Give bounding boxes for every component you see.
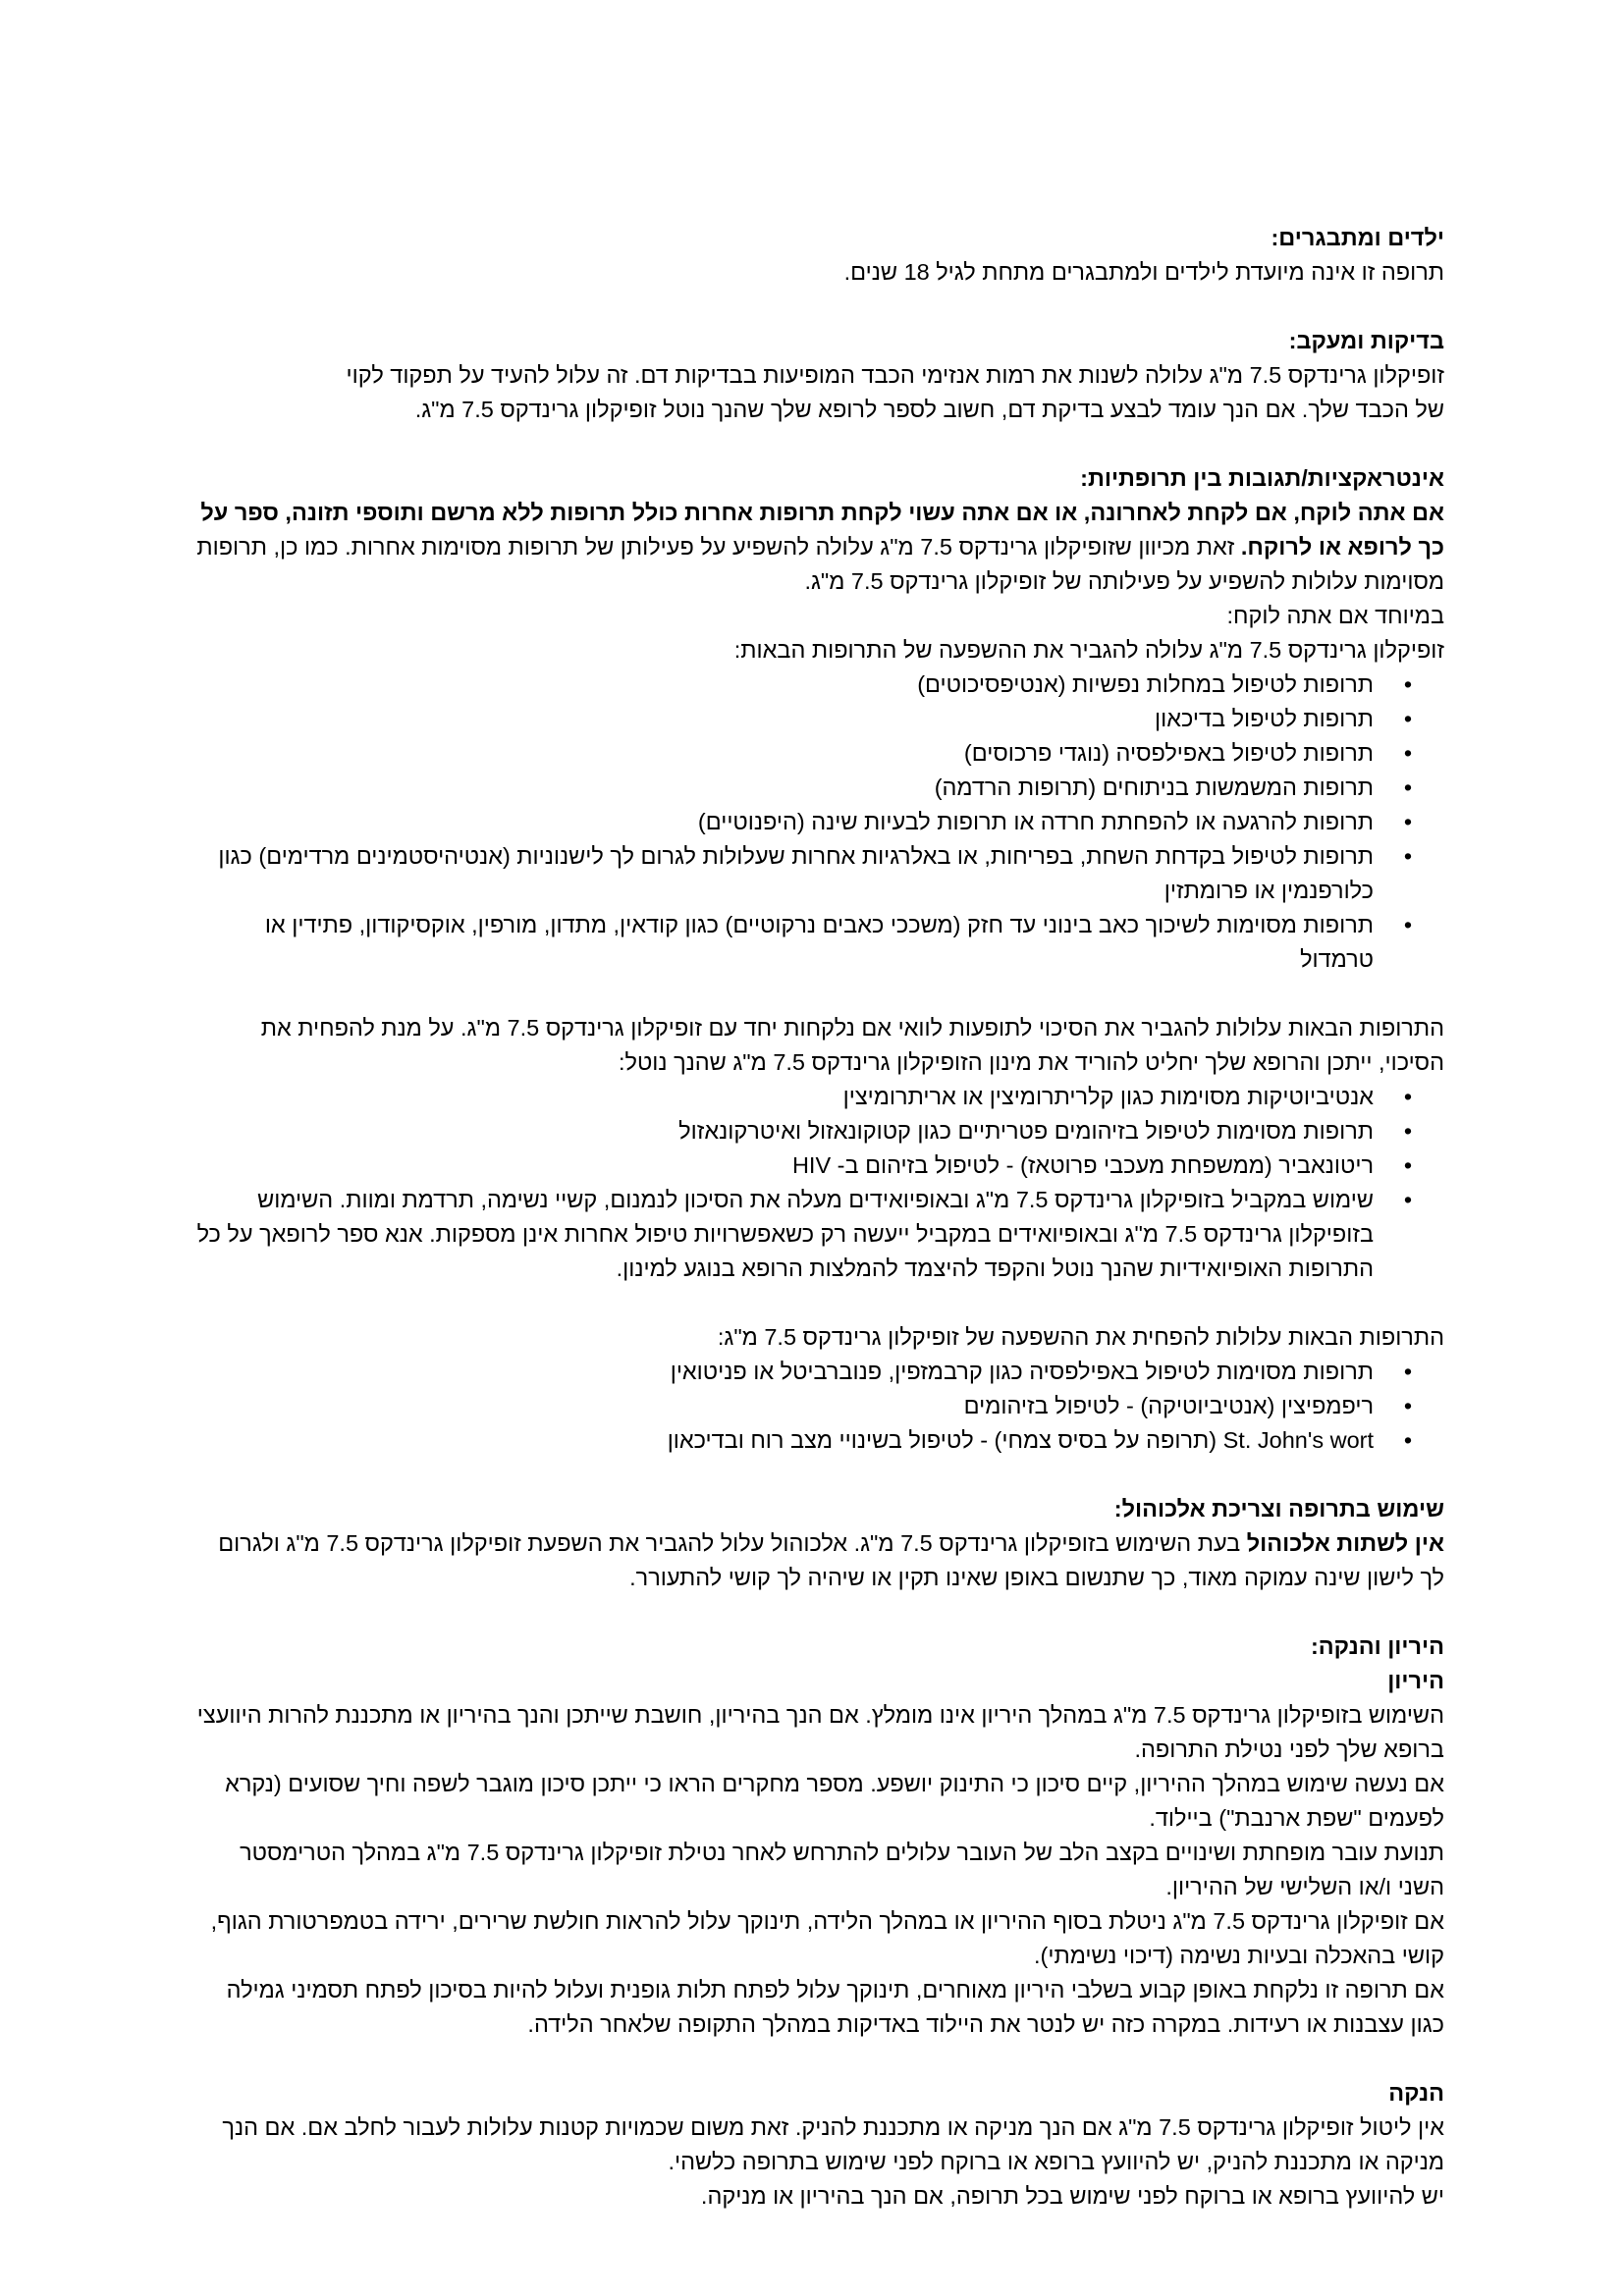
section-alcohol [194, 1492, 1444, 1595]
list-item-text: תרופות לטיפול באפילפסיה (נוגדי פרכוסים) [963, 740, 1374, 766]
section-heading-interactions: אינטראקציות/תגובות בין תרופתיות: [1080, 465, 1444, 491]
paragraph-pregnancy-5: אם תרופה זו נלקחת באופן קבוע בשלבי היריון מאוחרים, תינוקך עלול לפתח תלות גופנית ועלול להיות בסיכון לפתח תסמיני גמילה כגון עצבנות או רעידות. במקרה כזה יש לנטר את היילוד באדיקות במהלך התקופה שלאחר הלידה. [226, 1977, 1444, 2037]
document-page [194, 221, 1444, 2248]
section-heading-tests: בדיקות ומעקב: [1288, 328, 1444, 353]
bullet-icon: • [1403, 740, 1413, 766]
list-item-text: תרופות לטיפול בדיכאון [1155, 706, 1374, 731]
paragraph-interactions-intro [194, 496, 1444, 599]
sub-heading-pregnancy: היריון [1387, 1668, 1444, 1693]
list-item [194, 1423, 1444, 1458]
interactions-intro-rest: זאת מכיוון שזופיקלון גרינדקס 7.5 מ"ג עלולה להשפיע על פעילותן של תרופות מסוימות אחרות. כמו כן, תרופות מסוימות עלולות להשפיע על פעילותה של זופיקלון גרינדקס 7.5 מ"ג. [196, 534, 1444, 594]
paragraph-tests-line-2: של הכבד שלך. אם הנך עומד לבצע בדיקת דם, חשוב לספר לרופא שלך שהנך נוטל זופיקלון גרינדקס 7.5 מ"ג. [414, 397, 1444, 422]
paragraph-increase-intro: זופיקלון גרינדקס 7.5 מ"ג עלולה להגביר את ההשפעה של התרופות הבאות: [733, 637, 1444, 663]
list-increase-effect [194, 667, 1444, 977]
list-item [194, 1114, 1444, 1148]
list-item-text: תרופות לטיפול בקדחת השחת, בפריחות, או באלרגיות אחרות שעלולות לגרום לך לישנוניות (אנטיהיסטמינים מרדימים) כגון כלורפנמין או פרומתזין [218, 843, 1374, 903]
bullet-icon: • [1403, 1427, 1413, 1453]
list-item-text: שימוש במקביל בזופיקלון גרינדקס 7.5 מ"ג ובאופיואידים מעלה את הסיכון לנמנום, קשיי נשימה, תרדמת ומוות. השימוש בזופיקלון גרינדקס 7.5 מ"ג ובאופיואידים במקביל ייעשה רק כשאפשרויות טיפול אחרות אינן מספקות. אנא ספר לרופאך על כל התרופות האופיואידיות שהנך נוטל והקפד להיצמד להמלצות הרופא בנוגע למינון. [196, 1187, 1374, 1281]
section-heading-children: ילדים ומתבגרים: [1271, 225, 1444, 250]
list-decrease-effect [194, 1355, 1444, 1458]
paragraph-pregnancy-1: השימוש בזופיקלון גרינדקס 7.5 מ"ג במהלך היריון אינו מומלץ. אם הנך בהיריון, חושבת שייתכן והנך בהיריון או מתכננת להרות היוועצי ברופא שלך לפני נטילת התרופה. [196, 1702, 1444, 1762]
list-item [194, 1389, 1444, 1423]
interactions-bold-intro: אם אתה לוקח, אם לקחת לאחרונה, או אם אתה עשוי לקחת תרופות אחרות כולל תרופות ללא מרשם ותוספי תזונה, ספר על כך לרופא או לרוקח. [200, 500, 1444, 560]
paragraph-tests-line-1: זופיקלון גרינדקס 7.5 מ"ג עלולה לשנות את רמות אנזימי הכבד המופיעות בבדיקות דם. זה עלול להעיד על תפקוד לקוי [346, 362, 1444, 388]
alcohol-bold: אין לשתות אלכוהול [1246, 1530, 1444, 1556]
bullet-icon: • [1403, 1152, 1413, 1178]
list-item [194, 908, 1444, 977]
section-pregnancy [194, 1629, 1444, 2042]
bullet-icon: • [1403, 706, 1413, 731]
list-item-text: אנטיביוטיקות מסוימות כגון קלריתרומיצין או אריתרומיצין [842, 1084, 1374, 1109]
paragraph-pregnancy-3: תנועת עובר מופחתת ושינויים בקצב הלב של העובר עלולים להתרחש לאחר נטילת זופיקלון גרינדקס 7.5 מ"ג במהלך הטרימסטר השני ו/או השלישי של ההיריון. [240, 1840, 1444, 1899]
paragraph-pregnancy-2: אם נעשה שימוש במהלך ההיריון, קיים סיכון כי התינוק יושפע. מספר מחקרים הראו כי ייתכן סיכון מוגבר לשפה וחיך שסועים (נקרא לפעמים "שפת ארנבת") ביילוד. [225, 1771, 1444, 1831]
list-item-text: תרופות להרגעה או להפחתת חרדה או תרופות לבעיות שינה (היפנוטיים) [697, 809, 1374, 834]
list-item [194, 702, 1444, 736]
list-item-text: תרופות המשמשות בניתוחים (תרופות הרדמה) [934, 774, 1374, 800]
sub-heading-nursing: הנקה [1388, 2080, 1444, 2106]
list-item-text: תרופות מסוימות לשיכוך כאב בינוני עד חזק (משככי כאבים נרקוטיים) כגון קודאין, מתדון, מורפין, אוקסיקודון, פתידין או טרמדול [264, 912, 1374, 972]
section-tests [194, 324, 1444, 427]
paragraph-pregnancy-4: אם זופיקלון גרינדקס 7.5 מ"ג ניטלת בסוף ההיריון או במהלך הלידה, תינוקך עלול להראות חולשת שרירים, ירידה בטמפרטורת הגוף, קושי בהאכלה ובעיות נשימה (דיכוי נשימתי). [210, 1908, 1444, 1968]
list-item-text: ריפמפיצין (אנטיביוטיקה) - לטיפול בזיהומים [963, 1393, 1374, 1418]
list-item-text: תרופות מסוימות לטיפול בזיהומים פטריתיים כגון קטוקונאזול ואיטרקונאזול [678, 1118, 1374, 1144]
section-heading-pregnancy: היריון והנקה: [1310, 1633, 1444, 1659]
section-nursing [194, 2076, 1444, 2214]
list-item [194, 736, 1444, 771]
section-children [194, 221, 1444, 290]
list-item-text: St. John's wort (תרופה על בסיס צמחי) - לטיפול בשינויי מצב רוח ובדיכאון [667, 1427, 1374, 1453]
bullet-icon: • [1403, 912, 1413, 937]
list-item [194, 839, 1444, 908]
paragraph-decrease-intro: התרופות הבאות עלולות להפחית את ההשפעה של זופיקלון גרינדקס 7.5 מ"ג: [717, 1324, 1444, 1350]
bullet-icon: • [1403, 671, 1413, 697]
list-item [194, 805, 1444, 839]
bullet-icon: • [1403, 809, 1413, 834]
list-item-text: ריטונאביר (ממשפחת מעכבי פרוטאז) - לטיפול בזיהום ב- HIV [791, 1152, 1374, 1178]
list-side-effects [194, 1080, 1444, 1286]
paragraph-side-effects-intro: התרופות הבאות עלולות להגביר את הסיכוי לתופעות לוואי אם נלקחות יחד עם זופיקלון גרינדקס 7.5 מ"ג. על מנת להפחית את הסיכוי, ייתכן והרופא שלך יחליט להוריד את מינון הזופיקלון גרינדקס 7.5 מ"ג שהנך נוטל: [260, 1015, 1444, 1075]
paragraph-especially: במיוחד אם אתה לוקח: [1226, 603, 1444, 628]
bullet-icon: • [1403, 1084, 1413, 1109]
bullet-icon: • [1403, 1187, 1413, 1212]
list-item [194, 1355, 1444, 1389]
paragraph-nursing-1: אין ליטול זופיקלון גרינדקס 7.5 מ"ג אם הנך מניקה או מתכננת להניק. זאת משום שכמויות קטנות עלולות לעבור לחלב אם. אם הנך מניקה או מתכננת להניק, יש להיוועץ ברופא או ברוקח לפני שימוש בתרופה כלשהי. [222, 2114, 1444, 2174]
list-item [194, 1148, 1444, 1183]
list-item-text: תרופות מסוימות לטיפול באפילפסיה כגון קרבמזפין, פנוברביטל או פניטואין [670, 1359, 1374, 1384]
list-item [194, 1080, 1444, 1114]
alcohol-rest: בעת השימוש בזופיקלון גרינדקס 7.5 מ"ג. אלכוהול עלול להגביר את השפעת זופיקלון גרינדקס 7.5 מ"ג ולגרום לך לישון שינה עמוקה מאוד, כך שתנשום באופן שאינו תקין או שיהיה לך קושי להתעורר. [218, 1530, 1444, 1590]
paragraph-nursing-2: יש להיוועץ ברופא או ברוקח לפני שימוש בכל תרופה, אם הנך בהיריון או מניקה. [700, 2183, 1444, 2209]
list-item-text: תרופות לטיפול במחלות נפשיות (אנטיפסיכוטים) [917, 671, 1374, 697]
bullet-icon: • [1403, 774, 1413, 800]
list-item [194, 667, 1444, 702]
bullet-icon: • [1403, 1393, 1413, 1418]
section-interactions [194, 461, 1444, 1458]
bullet-icon: • [1403, 1359, 1413, 1384]
paragraph-alcohol [194, 1526, 1444, 1595]
list-item [194, 1183, 1444, 1286]
section-heading-alcohol: שימוש בתרופה וצריכת אלכוהול: [1113, 1496, 1444, 1522]
bullet-icon: • [1403, 1118, 1413, 1144]
list-item [194, 771, 1444, 805]
bullet-icon: • [1403, 843, 1413, 869]
paragraph-children: תרופה זו אינה מיועדת לילדים ולמתבגרים מתחת לגיל 18 שנים. [843, 259, 1444, 285]
